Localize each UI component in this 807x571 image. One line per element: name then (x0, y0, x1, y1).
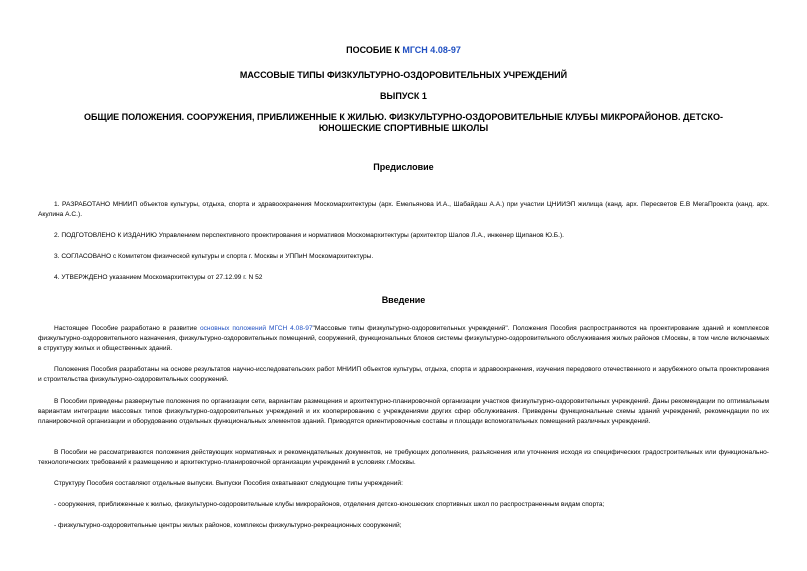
intro-paragraph-5: Структуру Пособия составляют отдельные выпуски. Выпуски Пособия охватывают следующие типы учреждений: (54, 480, 403, 487)
mgsn-link[interactable]: МГСН 4.08-97 (402, 45, 461, 55)
doc-title: МАССОВЫЕ ТИПЫ ФИЗКУЛЬТУРНО-ОЗДОРОВИТЕЛЬНЫХ УЧРЕЖДЕНИЙ (239, 70, 568, 80)
intro-paragraph-4: В Пособии не рассматриваются положения действующих нормативных и рекомендательных документов, не требующих дополнения, разъяснения или уточнения исходя из специфических градостроительных или функционально-технологических требований к размещению и архитектурно-планировочной организации учреждений в условиях г.Москвы. (38, 449, 769, 466)
intro-paragraph-2: Положения Пособия разработаны на основе результатов научно-исследовательских работ МНИИП объектов культуры, отдыха, спорта и здравоохранения, изучения передового отечественного и зарубежного опыта проектирования и строительства физкультурно-оздоровительных сооружений. (38, 366, 769, 383)
header-prefix: ПОСОБИЕ К (346, 45, 403, 55)
mgsn-basic-provisions-link[interactable]: основных положений МГСН 4.08-97 (199, 325, 313, 332)
intro-list-item-1: - сооружения, приближенные к жилью, физкультурно-оздоровительные клубы микрорайонов, отделения детско-юношеских спортивных школ по распространенным видам спорта; (54, 501, 605, 508)
doc-header-line1 (0, 45, 807, 55)
preface-item-1: 1. РАЗРАБОТАНО МНИИП объектов культуры, отдыха, спорта и здравоохранения Москомархитектуры (арх. Емельянова И.А., Шабайдаш А.А.) при участии ЦНИИЭП жилища (канд. арх. Пересветов Е.В МегаПроекта (канд. арх. Акулина А.С.). (38, 201, 769, 218)
preface-item-4: 4. УТВЕРЖДЕНО указанием Москомархитектуры от 27.12.99 г. N 52 (54, 274, 263, 281)
intro-paragraph-3: В Пособии приведены развернутые положения по организации сети, вариантам размещения и архитектурно-планировочной организации участков физкультурно-оздоровительных учреждений. Даны рекомендации по оптимальным вариантам интеграции массовых типов физкультурно-оздоровительных учреждений и их кооперированию с учреждениями других сфер обслуживания. Приведены функциональные схемы зданий учреждений, рекомендации по их планировочной организации и оборудованию отдельных функциональных элементов зданий. Приводятся ориентировочные составы и площади вспомогательных помещений различных учреждений. (38, 398, 769, 425)
intro-paragraph-1 (38, 324, 769, 354)
intro-list-item-2: - физкультурно-оздоровительные центры жилых районов, комплексы физкультурно-рекреационных сооружений; (54, 522, 402, 529)
issue-title: ОБЩИЕ ПОЛОЖЕНИЯ. СООРУЖЕНИЯ, ПРИБЛИЖЕННЫЕ К ЖИЛЬЮ. ФИЗКУЛЬТУРНО-ОЗДОРОВИТЕЛЬНЫЕ КЛУБЫ МИКРОРАЙОНОВ. ДЕТСКО-ЮНОШЕСКИЕ СПОРТИВНЫЕ ШКОЛЫ (84, 112, 723, 133)
preface-item-3: 3. СОГЛАСОВАНО с Комитетом физической культуры и спорта г. Москвы и УППиН Москомархитектуры. (54, 253, 374, 260)
intro-p1-before: Настоящее Пособие разработано в развитие (54, 325, 200, 332)
preface-title: Предисловие (373, 162, 434, 172)
preface-item-2: 2. ПОДГОТОВЛЕНО К ИЗДАНИЮ Управлением перспективного проектирования и нормативов Москомархитектуры (архитектор Шалов Л.А., инженер Щипанов Ю.Б.). (54, 232, 564, 239)
intro-p1-after: "Массовые типы физкультурно-оздоровительных учреждений". Положения Пособия распространяются на проектирование зданий и комплексов физкультурно-оздоровительного назначения, физкультурно-оздоровительных помещений, сооружений, функциональных блоков системы физкультурно-оздоровительного обслуживания жилых районов г.Москвы, в том числе включаемых в структуру жилых и общественных зданий. (38, 325, 770, 352)
issue-number: ВЫПУСК 1 (380, 91, 427, 101)
intro-title: Введение (381, 295, 426, 305)
